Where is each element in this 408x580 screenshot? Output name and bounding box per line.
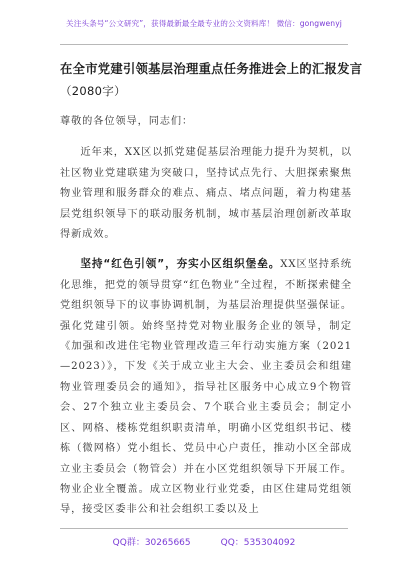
section-1-lead: 坚持“红色引领”，夯实小区组织堡垒。 — [80, 258, 281, 271]
word-count: （2080字） — [60, 84, 126, 98]
document-body — [60, 112, 352, 530]
greeting: 尊敬的各位领导，同志们： — [60, 116, 194, 127]
document-title: 在全市党建引领基层治理重点任务推进会上的汇报发言 — [60, 62, 363, 76]
section-1-paragraph — [60, 254, 352, 520]
header-divider — [60, 44, 348, 45]
watermark-banner: 关注头条号“公文研究”，获得最新最全最专业的公文资料库！ 微信：gongwenyj — [66, 19, 342, 28]
section-1-body: XX区坚持系统化思维，把党的领导贯穿“红色物业”全过程，不断探索健全党组织领导下的议事协调机制，为基层治理提供坚强保证。强化党建引领。始终坚持党对物业服务企业的领导，制定《加强和改进住宅物业管理改造三年行动实施方案（2021—2023）》，下发《关于成立业主大会、业主委员会和组建物业管理委员会的通知》，指导社区服务中心成立9个物管会、27个独立业主委员会、7个联合业主委员会；制定小区、网格、楼栋党组织职责清单，明确小区党组织书记、楼栋（微网格）党小组长、党员中心户责任，推动小区全部成立业主委员会（物管会）并在小区党组织领导下开展工作。物业企业全覆盖。成立区物业行业党委，由区住建局党组领导，接受区委非公和社会组织工委以及上 — [60, 259, 352, 516]
document-title-block — [60, 58, 363, 102]
intro-paragraph: 近年来，XX区以抓党建促基层治理能力提升为契机，以社区物业党建联建为突破口，坚持试点先行、大胆探索聚焦物业管理和服务群众的难点、痛点、堵点问题，着力构建基层党组织领导下的联动服务机制，城市基层治理创新改革取得新成效。 — [60, 147, 352, 241]
qq-group-number: QQ群：30265665 — [112, 538, 191, 548]
footer-divider — [60, 528, 348, 529]
footer-contact — [0, 535, 408, 548]
qq-number: QQ：535304092 — [220, 538, 296, 548]
